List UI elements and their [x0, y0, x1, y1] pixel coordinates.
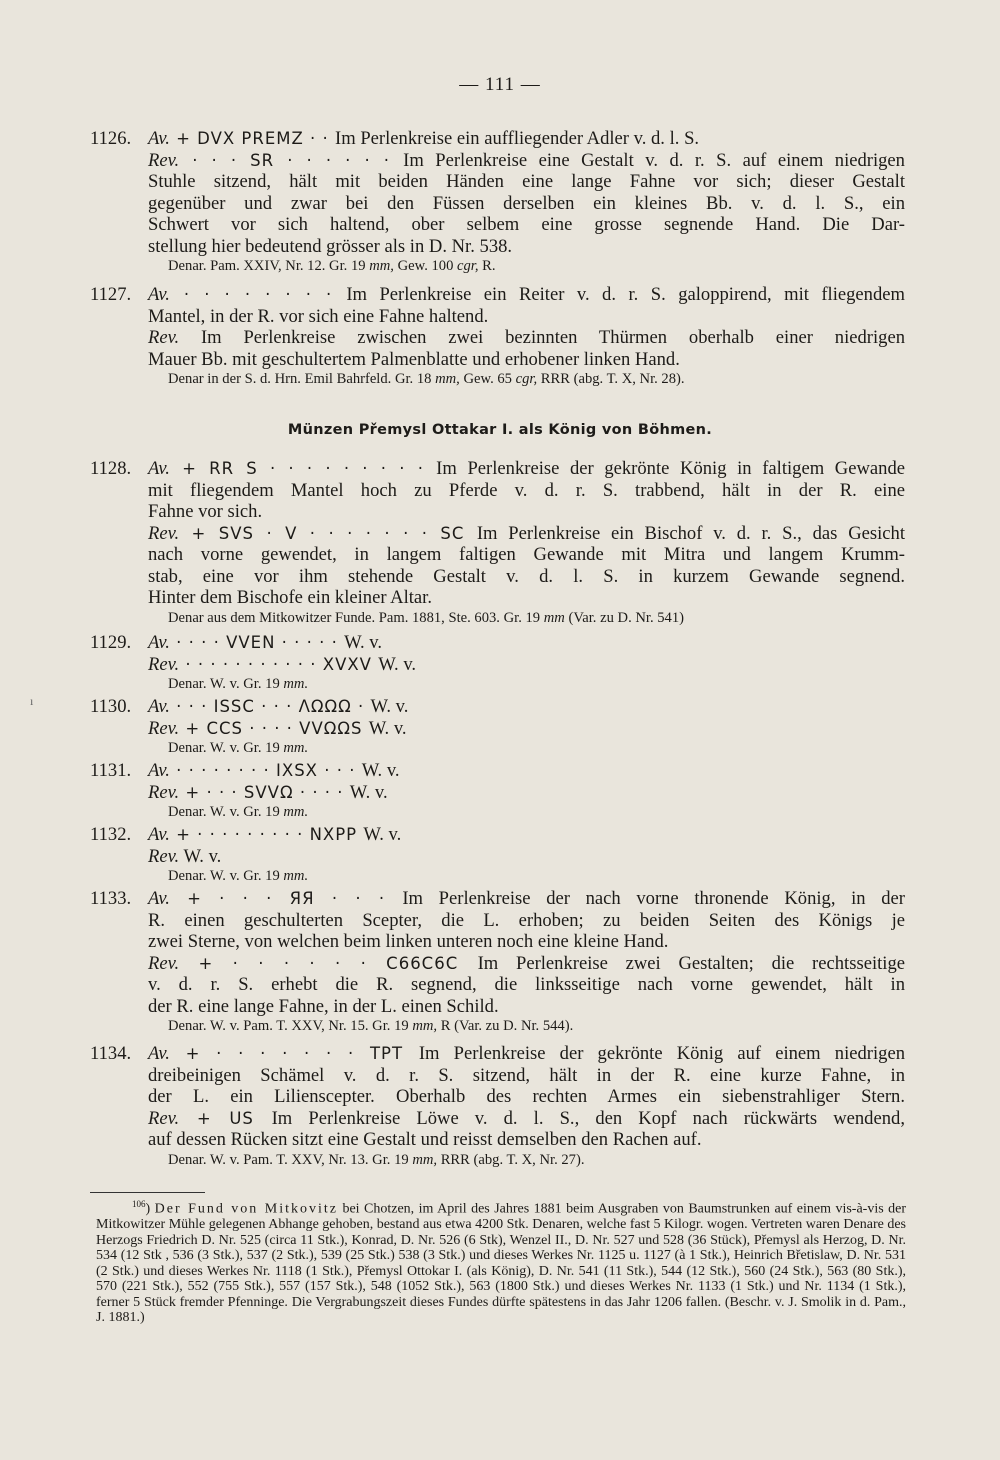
entry-line [90, 171, 905, 193]
coin-entry [90, 632, 905, 695]
entry-text: dreibeinigen Schämel v. d. r. S. sitzend, hält in der R. eine kurze Fahne, in [148, 1064, 905, 1086]
coin-legend: · · · · VVEN · · · · · [169, 633, 345, 652]
coin-entry [90, 888, 905, 1037]
entry-text: Im Perlenkreise Löwe v. d. l. S., den Kopf nach rückwärts wendend, [271, 1107, 905, 1129]
coin-reference [90, 1017, 905, 1037]
entry-text: Fahne vor sich. [148, 501, 263, 522]
entry-text: Denar. W. v. Gr. 19 [168, 868, 284, 884]
entry-line [90, 931, 905, 953]
coin-legend: · · · ISSC · · · ΛΩΩΩ · [169, 697, 371, 716]
side-label: Av. [148, 632, 170, 653]
entry-text: mm. [283, 804, 309, 820]
entry-number: 1133. [90, 888, 132, 909]
entry-line [90, 327, 905, 349]
coin-legend: + · · · · · · · · · NXPP [169, 825, 364, 844]
entry-number: 1132. [90, 824, 132, 845]
entry-number: 1127. [90, 284, 132, 305]
coin-entry [90, 458, 905, 629]
coin-entry [90, 284, 905, 390]
coin-legend: + · · · SVVΩ · · · · [179, 782, 350, 802]
side-label: Rev. [148, 327, 180, 348]
entry-text: Stuhle sitzend, hält mit beiden Händen eine lange Fahne vor sich; dieser Gestalt [148, 171, 905, 192]
coin-reference [90, 370, 905, 390]
entry-text: gegenüber und zwar bei den Füssen derselben ein kleines Bb. v. d. l. S., ein [148, 192, 905, 214]
side-label: Av. [148, 458, 170, 479]
entry-text: Im Perlenkreise ein Reiter v. d. r. S. galoppirend, mit fliegendem [346, 284, 905, 305]
entry-line [90, 523, 905, 545]
entry-line [90, 953, 905, 975]
entry-text: der L. ein Liliensceptеr. Oberhalb des rechten Armes ein siebenstrahliger Stern. [148, 1086, 905, 1107]
coin-legend: · · · · · · · · IXSX · · · [169, 761, 362, 780]
side-label: Rev. [148, 653, 180, 675]
entry-text: Denar. W. v. Gr. 19 [168, 740, 284, 756]
coin-entry [90, 128, 905, 277]
side-label: Av. [148, 1043, 170, 1064]
entry-line [90, 480, 905, 502]
coin-reference [90, 739, 905, 759]
entry-line [90, 718, 905, 740]
side-label: Av. [148, 696, 170, 717]
entry-text: W. v. [349, 781, 388, 803]
entry-number: 1134. [90, 1043, 132, 1064]
footnote: $^{106}$) Der Fund von Mitkovitz bei Chotzen, im April des Jahres 1881 beim Ausgraben von Baumstrunken auf einem vis-à-vis der Mitkowitzer Mühle gelegenen Abhange gehoben, bestand aus etwa 4200 Stk. Denaren, welche fast 5 Kilogr. wogen. Vertreten waren Denare des Herzogs Friedrich D. Nr. 525 (circa 11 Stk.), Konrad, D. Nr. 526 (6 Stk), Wenzel II., D. Nr. 527 und 528 (36 Stück), Přemysl als Herzog, D. Nr. 534 (12 Stk , 536 (3 Stk.), 537 (2 Stk.), 539 (25 Stk.) 538 (3 Stk.) und dieses Werkes Nr. 1125 u. 1127 (à 1 Stk.), Heinrich Břetislaw, D. Nr. 531 (2 Stk.) und dieses Werkes Nr. 1118 (1 Stk.), Přemysl Ottokar I. (als König), D. Nr. 541 (11 Stk.), 544 (12 Stk.), 560 (24 Stk.), 563 (80 Stk.), 570 (221 Stk.), 552 (755 Stk.), 557 (157 Stk.), 548 (1052 Stk.), 563 (1800 Stk.) und dieses Werkes Nr. 1133 (1 Stk.) und Nr. 1134 (1 Stk.), ferner 5 Stück fremder Pfenninge. Die Vergrabungszeit dieses Fundes dürfte spätestens in das Jahr 1206 fallen. (Beschr. v. J. Smolik in d. Pam., J. 1881.) [96, 1199, 906, 1326]
entry-line [90, 501, 905, 523]
entry-text: W. v. [368, 717, 407, 739]
entry-text: Gew. 100 [393, 258, 458, 274]
entry-line [90, 349, 905, 371]
entry-text: Denar. W. v. Gr. 19 [168, 676, 284, 692]
entry-text: mit fliegendem Mantel hoch zu Pferde v. d. r. S. trabbend, hält in der R. eine [148, 479, 905, 501]
coin-legend: + DVX PREMZ · · [169, 129, 336, 148]
side-label: Rev. [148, 781, 180, 803]
entry-number: 1128. [90, 458, 132, 479]
coin-reference [90, 257, 905, 277]
entry-text: cgr, [515, 371, 538, 387]
entry-line [90, 1065, 905, 1087]
entry-line [90, 760, 905, 782]
coin-reference [90, 675, 905, 695]
coin-entry [90, 824, 905, 887]
entry-text: Denar in der S. d. Hrn. Emil Bahrfeld. Gr. 18 [168, 371, 436, 387]
entry-text: Im Perlenkreise ein auffliegender Adler v. d. l. S. [335, 128, 700, 149]
entry-text: mm, [412, 1018, 438, 1034]
entry-line [90, 974, 905, 996]
entry-text: mm. [283, 676, 309, 692]
entry-line [90, 128, 905, 150]
entry-text: Im Perlenkreise der gekrönte König auf einem niedrigen [418, 1043, 905, 1064]
entry-text: W. v. [363, 824, 402, 845]
coin-reference [90, 1151, 905, 1171]
entry-line [90, 458, 905, 480]
entry-text: Hinter dem Bischofe ein kleiner Altar. [148, 587, 432, 608]
entry-text: Mauer Bb. mit geschultertem Palmenblatte und erhobener linken Hand. [148, 348, 680, 370]
entry-text: mm [543, 609, 565, 626]
entry-number: 1130. [90, 696, 132, 717]
entry-text: stellung hier bedeutend grösser als in D. Nr. 538. [148, 235, 513, 257]
entry-text: Im Perlenkreise der nach vorne thronende König, in der [402, 888, 905, 909]
entry-line [90, 150, 905, 172]
entry-line [90, 654, 905, 676]
entry-line [90, 846, 905, 868]
entry-text: R. [478, 258, 496, 274]
entry-text: Denar. W. v. Pam. T. XXV, Nr. 13. Gr. 19 [168, 1151, 413, 1168]
entry-line [90, 1086, 905, 1108]
coin-legend: + · · · · · · · TPT [169, 1044, 419, 1063]
side-label: Rev. [148, 1107, 180, 1129]
entry-text: Im Perlenkreise der gekrönte König in faltigem Gewande [436, 458, 905, 479]
coin-legend: + CCS · · · · VVΩΩS [179, 718, 369, 738]
coin-legend: · · · · · · · · [169, 285, 347, 304]
entry-text: W. v. [344, 632, 382, 653]
entry-text: Denar. W. v. Pam. T. XXV, Nr. 15. Gr. 19 [168, 1018, 413, 1034]
entry-line [90, 824, 905, 846]
entry-text: Gew. 65 [459, 371, 516, 387]
coin-legend: + RR S · · · · · · · · · [169, 459, 437, 478]
entry-text: R. einen geschulterten Scepter, die L. erhoben; zu beiden Seiten des Königs je [148, 909, 905, 931]
entry-text: Schwert vor sich haltend, ober selbem eine grosse segnende Hand. Die Dar- [148, 214, 905, 235]
coin-reference [90, 609, 905, 629]
coin-legend: · · · SR · · · · · · [179, 150, 404, 170]
coin-legend: + SVS · V · · · · · · · SC [179, 523, 477, 543]
entry-text: W. v. [361, 760, 400, 781]
entry-text: Im Perlenkreise eine Gestalt v. d. r. S. auf einem niedrigen [403, 149, 905, 171]
entry-line [90, 1129, 905, 1151]
entry-text: cgr, [457, 258, 479, 274]
entry-line [90, 544, 905, 566]
entry-text: RRR (abg. T. X, Nr. 28). [537, 371, 685, 387]
entry-text: RRR (abg. T. X, Nr. 27). [437, 1151, 585, 1168]
entry-text: mm, [369, 258, 394, 274]
coin-entry [90, 696, 905, 759]
entry-line [90, 1108, 905, 1130]
side-label: Rev. [148, 845, 180, 867]
entry-text: mm. [283, 740, 309, 756]
entry-line [90, 996, 905, 1018]
entry-text: mm. [283, 868, 309, 884]
side-label: Rev. [148, 952, 180, 974]
entry-text: Mantel, in der R. vor sich eine Fahne haltend. [148, 305, 489, 327]
section-heading: Münzen Přemysl Ottakar I. als König von Böhmen. [287, 422, 713, 438]
entry-text: nach vorne gewendet, in langem faltigen Gewande mit Mitra und langem Krumm- [148, 544, 905, 565]
entry-number: 1131. [90, 760, 132, 781]
entry-line [90, 284, 905, 306]
entry-line [90, 306, 905, 328]
entry-line [90, 566, 905, 588]
coin-legend: + US [179, 1108, 272, 1128]
entry-line [90, 587, 905, 609]
entry-text: mm, [412, 1151, 438, 1168]
side-label: Rev. [148, 522, 180, 544]
footnote-text: bei Chotzen, im April des Jahres 1881 beim Ausgraben von Baumstrunken auf einem vis-à-vis der Mitkowitzer Mühle gelegenen Abhange gehoben, bestand aus etwa 4200 Stk. Denaren, welche fast 5 Kilogr. wogen. Vertreten waren Denare des Herzogs Friedrich D. Nr. 525 (circa 11 Stk.), Konrad, D. Nr. 526 (6 Stk), Wenzel II., D. Nr. 527 und 528 (36 Stück), Přemysl als Herzog, D. Nr. 534 (12 Stk , 536 (3 Stk.), 537 (2 Stk.), 539 (25 Stk.) 538 (3 Stk.) und dieses Werkes Nr. 1125 u. 1127 (à 1 Stk.), Heinrich Břetislaw, D. Nr. 531 (2 Stk.) und dieses Werkes Nr. 1118 (1 Stk.), Přemysl Ottokar I. (als König), D. Nr. 541 (11 Stk.), 544 (12 Stk.), 560 (24 Stk.), 563 (80 Stk.), 570 (221 Stk.), 552 (755 Stk.), 557 (157 Stk.), 548 (1052 Stk.), 563 (1800 Stk.) und dieses Werkes Nr. 1133 (1 Stk.) und Nr. 1134 (1 Stk.), ferner 5 Stück fremder Pfenninge. Die Vergrabungszeit dieses Fundes dürfte spätestens in das Jahr 1206 fallen. (Beschr. v. J. Smolik in d. Pam., J. 1881.) [96, 1201, 906, 1326]
entry-text: der R. eine lange Fahne, in der L. einen Schild. [148, 995, 499, 1017]
entry-line [90, 193, 905, 215]
page-number: — 111 — [459, 74, 541, 95]
margin-mark: ı [30, 694, 34, 708]
coin-entry [90, 760, 905, 823]
entry-line [90, 782, 905, 804]
entry-line [90, 632, 905, 654]
side-label: Av. [148, 760, 170, 781]
entry-text: mm, [435, 371, 460, 387]
entry-text: v. d. r. S. erhebt die R. segnend, die linksseitige nach vorne gewendet, hält in [148, 974, 905, 995]
side-label: Av. [148, 128, 170, 149]
entry-text: W. v. [370, 696, 409, 717]
entry-number: 1126. [90, 128, 132, 149]
coin-entry [90, 1043, 905, 1171]
entry-text: zwei Sterne, von welchen beim linken unteren noch eine kleine Hand. [148, 931, 669, 952]
entry-text: stab, eine vor ihm stehende Gestalt v. d. l. S. in kurzem Gewande segnend. [148, 565, 905, 587]
entry-number: 1129. [90, 632, 132, 653]
entry-text: W. v. [179, 845, 222, 867]
entry-line [90, 888, 905, 910]
coin-legend: + · · · · · · C66C6C [179, 953, 478, 973]
entry-text: auf dessen Rücken sitzt eine Gestalt und reisst demselben den Rachen auf. [148, 1129, 702, 1150]
footnote-title: Der Fund von Mitkovitz [154, 1201, 338, 1217]
entry-text: Im Perlenkreise ein Bischof v. d. r. S., das Gesicht [476, 522, 905, 544]
entry-text: (Var. zu D. Nr. 541) [564, 609, 685, 626]
coin-legend: + · · · ЯЯ · · · [169, 889, 403, 908]
coin-reference [90, 803, 905, 823]
entry-line [90, 1043, 905, 1065]
entry-line [90, 696, 905, 718]
side-label: Av. [148, 824, 170, 845]
entry-text: Denar. W. v. Gr. 19 [168, 804, 284, 820]
side-label: Rev. [148, 717, 180, 739]
entry-line [90, 214, 905, 236]
entry-line [90, 910, 905, 932]
entry-text: R (Var. zu D. Nr. 544). [437, 1018, 574, 1034]
entry-text: Im Perlenkreise zwei Gestalten; die rechtsseitige [477, 952, 905, 974]
entry-text: Im Perlenkreise zwischen zwei bezinnten Thürmen oberhalb einer niedrigen [179, 327, 905, 348]
coin-legend: · · · · · · · · · · · XVXV [179, 654, 379, 674]
entry-text: Denar. Pam. XXIV, Nr. 12. Gr. 19 [168, 258, 370, 274]
entry-line [90, 236, 905, 258]
footnote-rule [90, 1192, 205, 1193]
side-label: Av. [148, 888, 170, 909]
entry-text: Denar aus dem Mitkowitzer Funde. Pam. 1881, Ste. 603. Gr. 19 [168, 609, 544, 626]
entry-text: W. v. [378, 653, 417, 675]
side-label: Av. [148, 284, 170, 305]
coin-reference [90, 867, 905, 887]
footnote-number: 106 [132, 1199, 146, 1209]
side-label: Rev. [148, 149, 180, 171]
